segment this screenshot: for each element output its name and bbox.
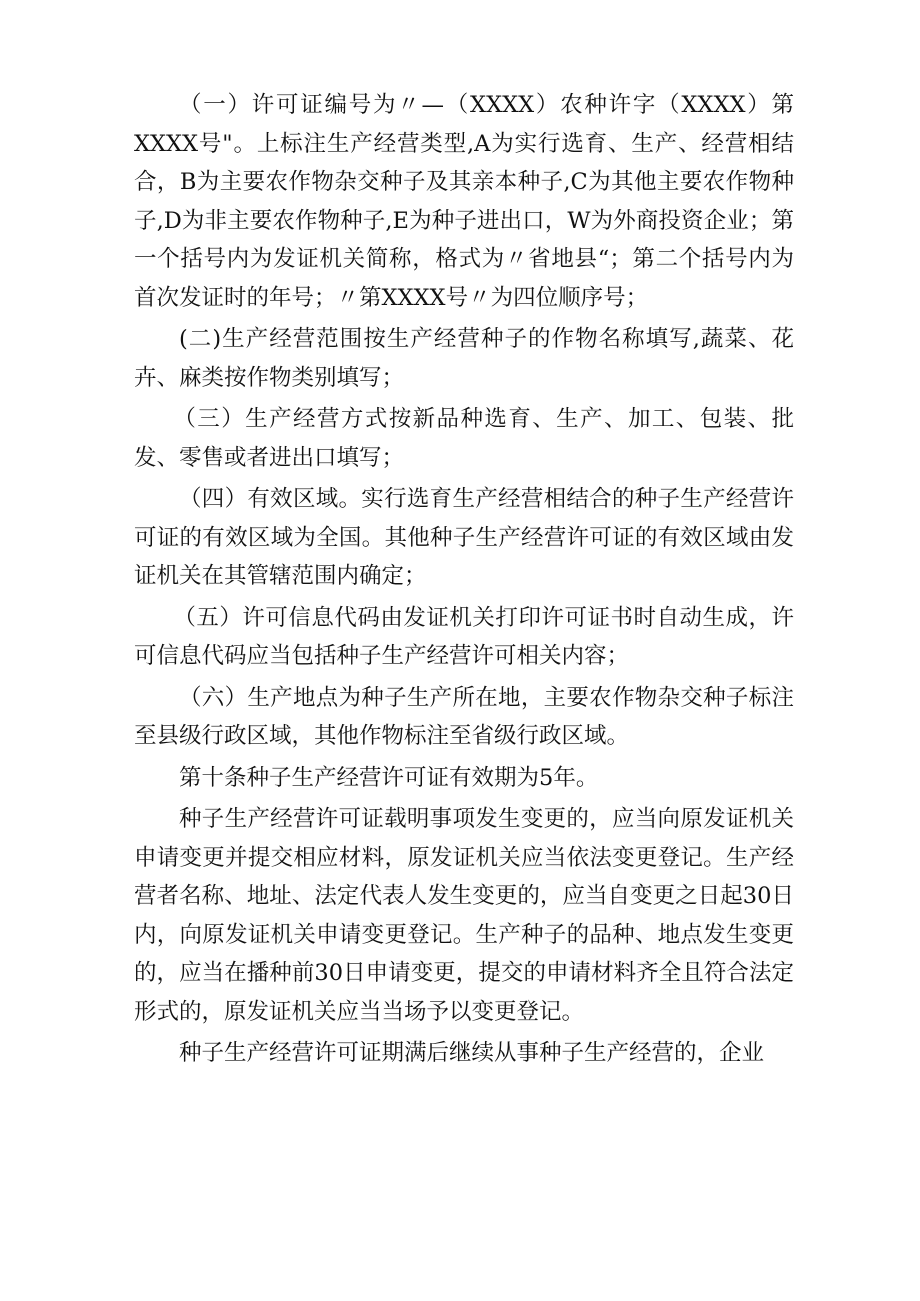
paragraph-2: (二)生产经营范围按生产经营种子的作物名称填写,蔬菜、花卉、麻类按作物类别填写； [134,326,794,391]
paragraph-8: 种子生产经营许可证载明事项发生变更的，应当向原发证机关申请变更并提交相应材料，原发证机关应当依法变更登记。生产经营者名称、地址、法定代表人发生变更的，应当自变更之日起30日内，向原发证机关申请变更登记。生产种子的品种、地点发生变更的，应当在播种前30日申请变更，提交的申请材料齐全且符合法定形式的，原发证机关应当当场予以变更登记。 [134,806,794,1025]
paragraph-7: 第十条种子生产经营许可证有效期为5年。 [179,764,599,791]
paragraph-1: （一）许可证编号为〃—（XXXX）农种许字（XXXX）第XXXX号"。上标注生产经营类型,A为实行选育、生产、经营相结合，B为主要农作物杂交种子及其亲本种子,C为其他主要农作物种子,D为非主要农作物种子,E为种子进出口，W为外商投资企业；第一个括号内为发证机关简称，格式为〃省地县“；第二个括号内为首次发证时的年号；〃第XXXX号〃为四位顺序号； [134,92,794,311]
document-body [134,86,794,1076]
paragraph-6: （六）生产地点为种子生产所在地，主要农作物杂交种子标注至县级行政区域，其他作物标注至省级行政区域。 [134,684,794,749]
paragraph-4: （四）有效区域。实行选育生产经营相结合的种子生产经营许可证的有效区域为全国。其他种子生产经营许可证的有效区域由发证机关在其管辖范围内确定； [134,486,794,589]
paragraph-3: （三）生产经营方式按新品种选育、生产、加工、包装、批发、零售或者进出口填写； [134,406,794,471]
paragraph-5: （五）许可信息代码由发证机关打印许可证书时自动生成，许可信息代码应当包括种子生产经营许可相关内容； [134,604,794,669]
paragraph-9: 种子生产经营许可证期满后继续从事种子生产经营的，企业 [179,1040,765,1066]
